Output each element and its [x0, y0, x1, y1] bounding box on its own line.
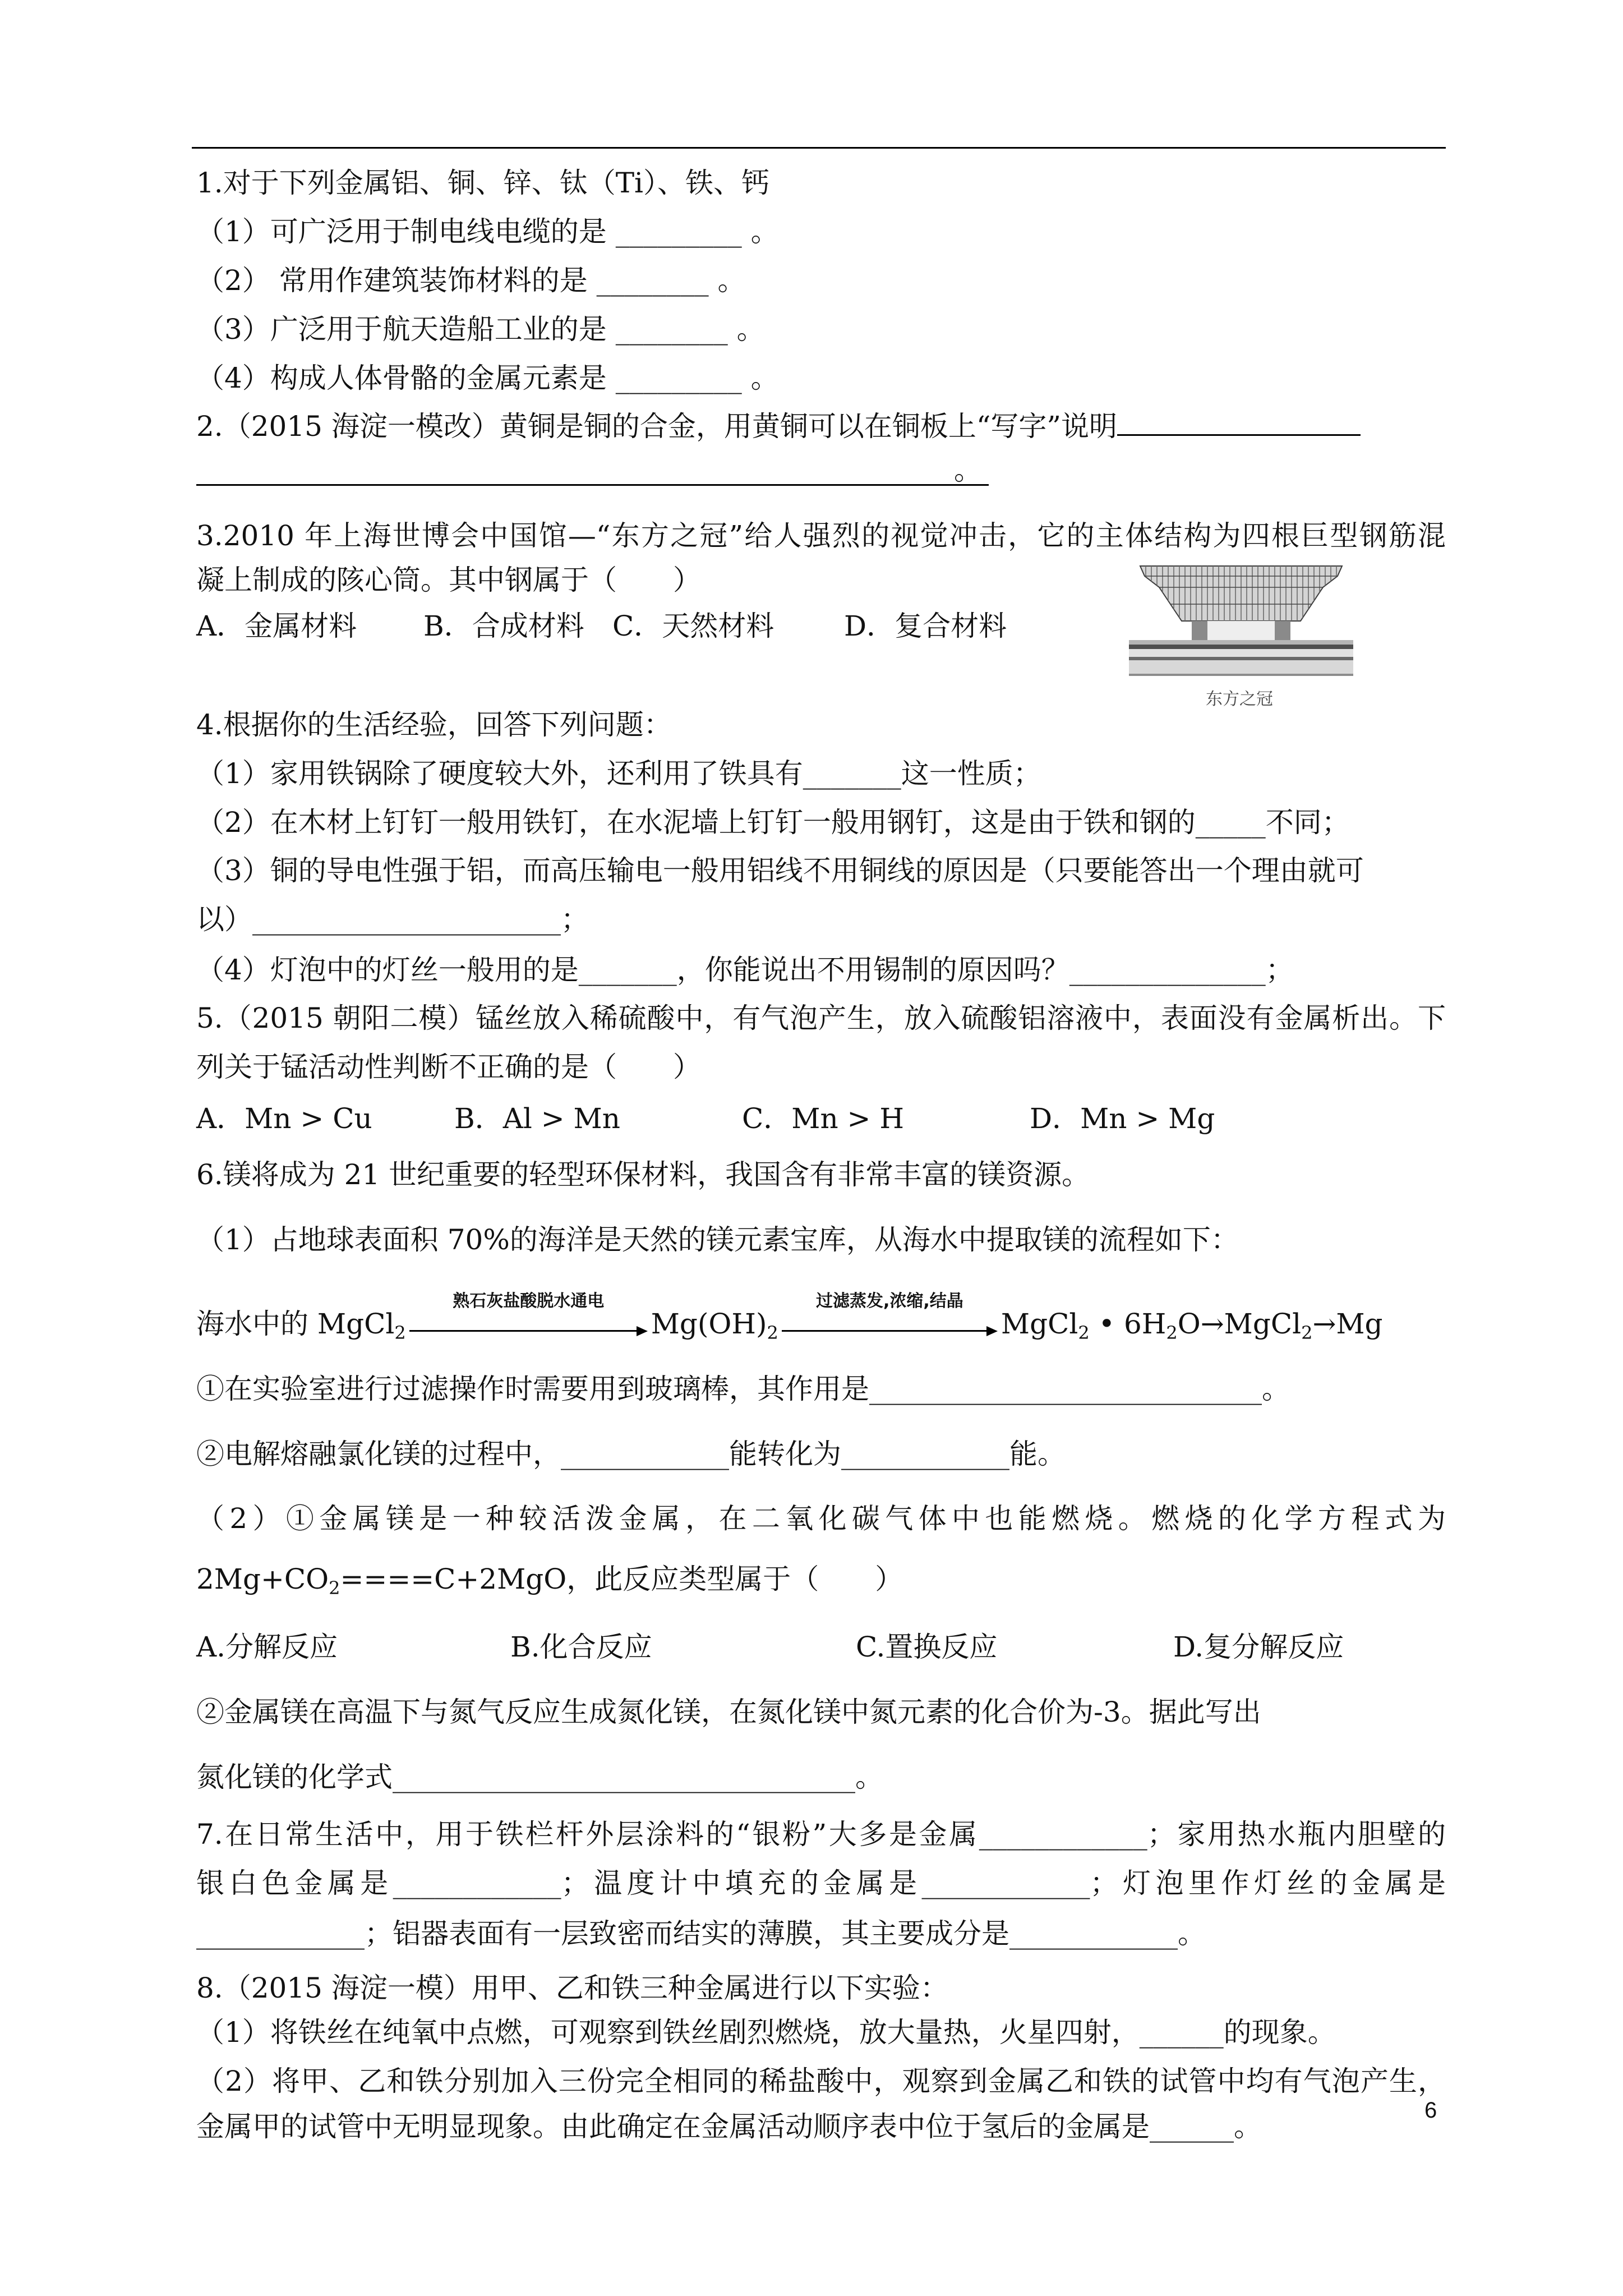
- header-rule: [192, 147, 1446, 149]
- flow-arrow-2-line: [782, 1330, 992, 1332]
- flow-arrow-1-line: [409, 1330, 642, 1332]
- figure-caption: 东方之冠: [1206, 689, 1273, 709]
- q5-line-1: 5.（2015 朝阳二模）锰丝放入稀硫酸中，有气泡产生，放入硫酸铝溶液中，表面没有金属析出。下: [196, 1002, 1446, 1034]
- pavilion-hall: [1207, 621, 1275, 640]
- flow-arrow-1-label: 熟石灰盐酸脱水通电: [453, 1291, 605, 1311]
- page-number: 6: [1424, 2098, 1437, 2123]
- flow-end-sub-1: 2: [1078, 1322, 1090, 1343]
- q5-line-2: 列关于锰活动性判断不正确的是（ ）: [196, 1051, 701, 1083]
- q3-line-1: 3.2010 年上海世博会中国馆—“东方之冠”给人强烈的视觉冲击，它的主体结构为四根巨型钢筋混: [196, 519, 1446, 552]
- q6-part-1: （1）占地球表面积 70%的海洋是天然的镁元素宝库，从海水中提取镁的流程如下：: [196, 1223, 1239, 1256]
- q8-line-3: 金属甲的试管中无明显现象。由此确定在金属活动顺序表中位于氢后的金属是______。: [196, 2110, 1262, 2143]
- flow-start-text: 海水中的 MgCl: [196, 1308, 395, 1340]
- flow-end-3: O→MgCl: [1177, 1308, 1302, 1340]
- arrow-right-icon: [637, 1326, 648, 1336]
- flow-mid: [651, 1307, 778, 1341]
- q6-sub-2: ②电解熔融氯化镁的过程中，____________能转化为____________能。: [196, 1438, 1066, 1470]
- flow-end-4: →Mg: [1312, 1308, 1383, 1340]
- q8-line-2: （2）将甲、乙和铁分别加入三份完全相同的稀盐酸中，观察到金属乙和铁的试管中均有气泡产生，: [196, 2065, 1446, 2097]
- q4-stem: 4.根据你的生活经验，回答下列问题：: [196, 708, 672, 741]
- q4-line-3: （3）铜的导电性强于铝，而高压输电一般用铝线不用铜线的原因是（只要能答出一个理由就可: [196, 854, 1364, 887]
- ground-band-3: [1129, 649, 1353, 657]
- q4-line-4: 以）______________________；: [196, 903, 589, 936]
- q8-stem: 8.（2015 海淀一模）用甲、乙和铁三种金属进行以下实验：: [196, 1972, 948, 2004]
- q6-sub-1: ①在实验室进行过滤操作时需要用到玻璃棒，其作用是____________________________。: [196, 1373, 1290, 1405]
- q5-option-b: B．Al > Mn: [454, 1102, 620, 1135]
- flow-mid-sub: 2: [767, 1322, 778, 1343]
- equation-right: ====C+2MgO，此反应类型属于（ ）: [340, 1563, 903, 1595]
- q2-stem: 2.（2015 海淀一模改）黄铜是铜的合金，用黄铜可以在铜板上“写字”说明: [196, 410, 1117, 443]
- q6-option-d: D.复分解反应: [1173, 1631, 1344, 1663]
- q3-option-c: C．天然材料: [612, 610, 774, 642]
- q6-part-2: （2）①金属镁是一种较活泼金属，在二氧化碳气体中也能燃烧。燃烧的化学方程式为: [196, 1502, 1446, 1535]
- q4-line-2: （2）在木材上钉钉一般用铁钉，在水泥墙上钉钉一般用钢钉，这是由于铁和钢的_____不同；: [196, 806, 1350, 839]
- equation-sub: 2: [329, 1577, 340, 1596]
- flow-end-1: MgCl: [1000, 1308, 1078, 1340]
- pavilion-column-left: [1192, 621, 1207, 640]
- q6-part-2c: 氮化镁的化学式_________________________________。: [196, 1761, 883, 1793]
- ground-band-2: [1129, 645, 1353, 649]
- q6-option-b: B.化合反应: [510, 1631, 652, 1663]
- q6-part-2b: ②金属镁在高温下与氮气反应生成氮化镁，在氮化镁中氮元素的化合价为-3。据此写出: [196, 1696, 1261, 1728]
- ground-band-5: [1129, 660, 1353, 674]
- flow-arrow-2-label: 过滤蒸发,浓缩,结晶: [815, 1291, 963, 1311]
- flow-start-sub: 2: [394, 1322, 406, 1343]
- q6-option-a: A.分解反应: [196, 1631, 338, 1663]
- flow-end: [1001, 1307, 1383, 1341]
- ground-band-4: [1129, 657, 1353, 660]
- q2-line-1: [196, 409, 1446, 443]
- ground-band-6: [1129, 674, 1353, 676]
- extraction-flow: [196, 1285, 1446, 1341]
- arrow-right-icon: [986, 1326, 998, 1336]
- q2-answer-blank: [1117, 409, 1361, 436]
- q3-line-2: 凝上制成的陔心筒。其中钢属于（ ）: [196, 564, 701, 596]
- q6-equation: [196, 1562, 1446, 1596]
- q4-line-5: （4）灯泡中的灯丝一般用的是_______，你能说出不用锡制的原因吗？______________；: [196, 954, 1294, 986]
- q6-option-c: C.置换反应: [856, 1631, 998, 1663]
- q1-item-4: （4）构成人体骨骼的金属元素是 _________ 。: [196, 362, 779, 394]
- flow-end-sub-3: 2: [1301, 1322, 1313, 1343]
- ground-band-1: [1129, 640, 1353, 645]
- pavilion-column-right: [1275, 621, 1290, 640]
- flow-mid-text: Mg(OH): [651, 1308, 767, 1340]
- q3-option-a: A．金属材料: [196, 610, 357, 642]
- q1-item-1: （1）可广泛用于制电线电缆的是 _________ 。: [196, 215, 779, 248]
- flow-end-sub-2: 2: [1166, 1322, 1178, 1343]
- china-pavilion-photo: [1129, 558, 1353, 682]
- q1-item-3: （3）广泛用于航天造船工业的是 ________ 。: [196, 313, 765, 346]
- q1-item-2: （2） 常用作建筑装饰材料的是 ________ 。: [196, 264, 746, 297]
- q2-answer-blank-full: 。: [196, 454, 989, 486]
- q5-option-c: C．Mn > H: [742, 1102, 904, 1135]
- q2-line-2: [196, 453, 1446, 487]
- q5-option-a: A．Mn > Cu: [196, 1102, 372, 1135]
- q3-option-d: D．复合材料: [844, 610, 1007, 642]
- flow-end-2: • 6H: [1089, 1308, 1166, 1340]
- flow-arrow-2: [782, 1290, 998, 1341]
- flow-arrow-1: [409, 1290, 648, 1341]
- q3-option-b: B．合成材料: [423, 610, 584, 642]
- flow-start: [196, 1307, 406, 1341]
- q7-line-3: ____________；铝器表面有一层致密而结实的薄膜，其主要成分是____________。: [196, 1917, 1206, 1950]
- q1-stem: 1.对于下列金属铝、铜、锌、钛（Ti）、铁、钙: [196, 167, 770, 199]
- q7-line-2: 银白色金属是____________；温度计中填充的金属是____________；灯泡里作灯丝的金属是: [196, 1867, 1446, 1899]
- q6-stem: 6.镁将成为 21 世纪重要的轻型环保材料，我国含有非常丰富的镁资源。: [196, 1158, 1090, 1191]
- equation-left: 2Mg+CO: [196, 1563, 329, 1595]
- q7-line-1: 7.在日常生活中，用于铁栏杆外层涂料的“银粉”大多是金属____________；家用热水瓶内胆壁的: [196, 1818, 1446, 1851]
- q4-line-1: （1）家用铁锅除了硬度较大外，还利用了铁具有_______这一性质；: [196, 757, 1041, 790]
- q8-line-1: （1）将铁丝在纯氧中点燃，可观察到铁丝剧烈燃烧，放大量热，火星四射，______的现象。: [196, 2016, 1336, 2049]
- q5-option-d: D．Mn > Mg: [1030, 1102, 1215, 1135]
